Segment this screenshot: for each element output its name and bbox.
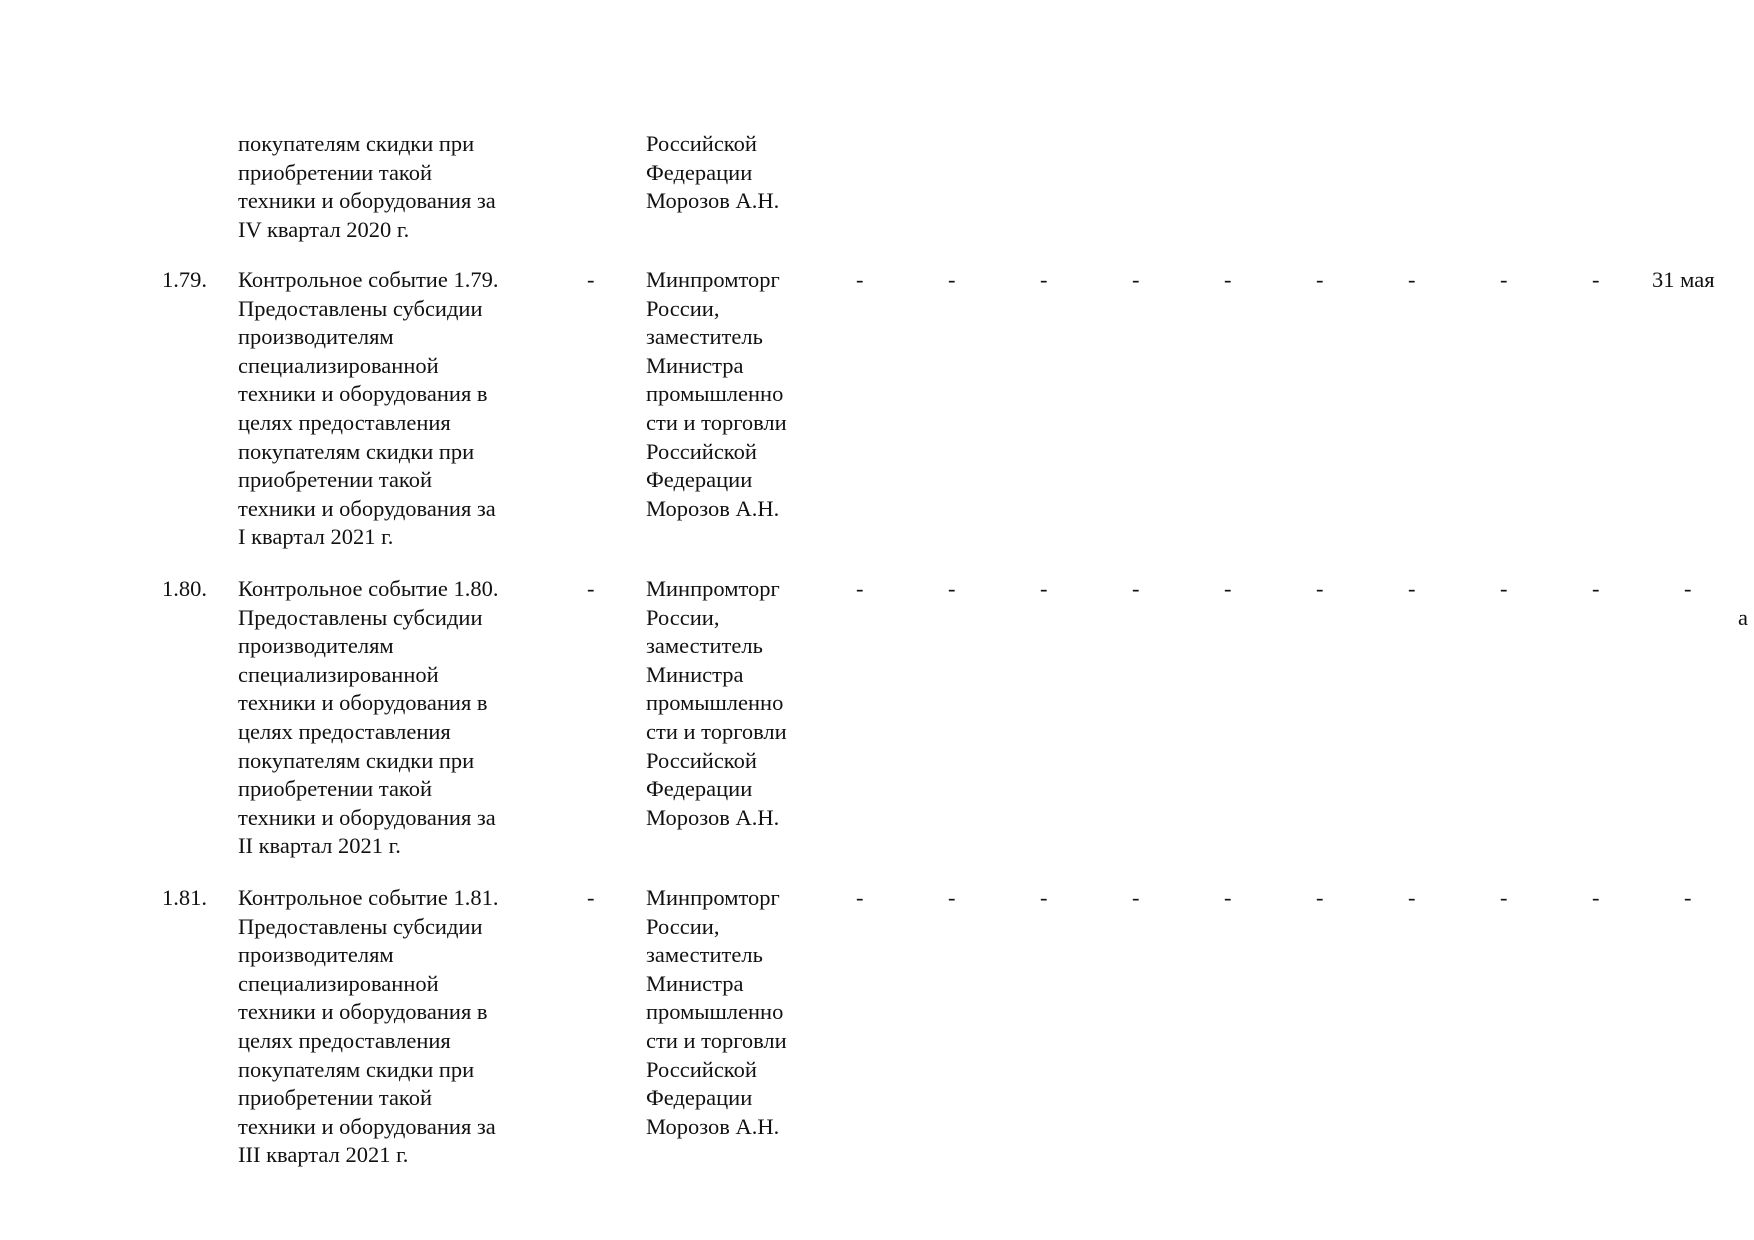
value-cell: - (1132, 267, 1140, 292)
row-description: Контрольное событие 1.79. Предоставлены субсидии производителям специализированной техники и оборудования в целях предоставления покупателям скидки при приобретении такой техники и оборудования за I квартал 2021 г. (238, 267, 499, 550)
value-cell: - (1592, 885, 1600, 910)
value-cell: - (1316, 885, 1324, 910)
row-responsible: Минпромторг России, заместитель Министра промышленно сти и торговли Российской Федерации Морозов А.Н. (646, 267, 787, 521)
value-cell: - (1132, 885, 1140, 910)
value-cell: - (1408, 267, 1416, 292)
value-cell: - (1408, 885, 1416, 910)
row-number: 1.81. (162, 885, 207, 910)
row-number: 1.79. (162, 267, 207, 292)
clipped-text: а (1738, 604, 1748, 630)
row-responsible: Российской Федерации Морозов А.Н. (646, 131, 780, 214)
value-cell: - (1592, 576, 1600, 601)
value-cell: - (1316, 267, 1324, 292)
value-cell: - (856, 885, 864, 910)
row-number: 1.80. (162, 576, 207, 601)
row-col3: - (587, 885, 595, 910)
value-cell: - (948, 267, 956, 292)
row-description: Контрольное событие 1.80. Предоставлены субсидии производителям специализированной техники и оборудования в целях предоставления покупателям скидки при приобретении такой техники и оборудования за II квартал 2021 г. (238, 576, 499, 859)
value-cell: - (1684, 576, 1692, 601)
value-cell: - (1040, 576, 1048, 601)
row-col3: - (587, 576, 595, 601)
value-cell: - (1040, 267, 1048, 292)
row-responsible: Минпромторг России, заместитель Министра промышленно сти и торговли Российской Федерации Морозов А.Н. (646, 885, 787, 1139)
table-row (0, 884, 1754, 1194)
value-cell: - (1224, 885, 1232, 910)
value-cell: - (856, 576, 864, 601)
value-cell: - (1316, 576, 1324, 601)
row-description: Контрольное событие 1.81. Предоставлены субсидии производителям специализированной техники и оборудования в целях предоставления покупателям скидки при приобретении такой техники и оборудования за III квартал 2021 г. (238, 885, 499, 1168)
value-cell-date: 31 мая (1652, 267, 1715, 292)
value-cell: - (1592, 267, 1600, 292)
value-cell: - (1500, 576, 1508, 601)
value-cell: - (1040, 885, 1048, 910)
table-row (0, 575, 1754, 885)
value-cell: - (1224, 267, 1232, 292)
value-cell: - (1500, 267, 1508, 292)
value-cell: - (1684, 885, 1692, 910)
value-cell: - (856, 267, 864, 292)
value-cell: - (1132, 576, 1140, 601)
table-row (0, 266, 1754, 576)
value-cell: - (1500, 885, 1508, 910)
value-cell: - (948, 576, 956, 601)
row-col3: - (587, 267, 595, 292)
row-description: покупателям скидки при приобретении такой техники и оборудования за IV квартал 2020 г. (238, 131, 496, 242)
value-cell: - (1224, 576, 1232, 601)
row-responsible: Минпромторг России, заместитель Министра промышленно сти и торговли Российской Федерации Морозов А.Н. (646, 576, 787, 830)
value-cell: - (948, 885, 956, 910)
value-cell: - (1408, 576, 1416, 601)
